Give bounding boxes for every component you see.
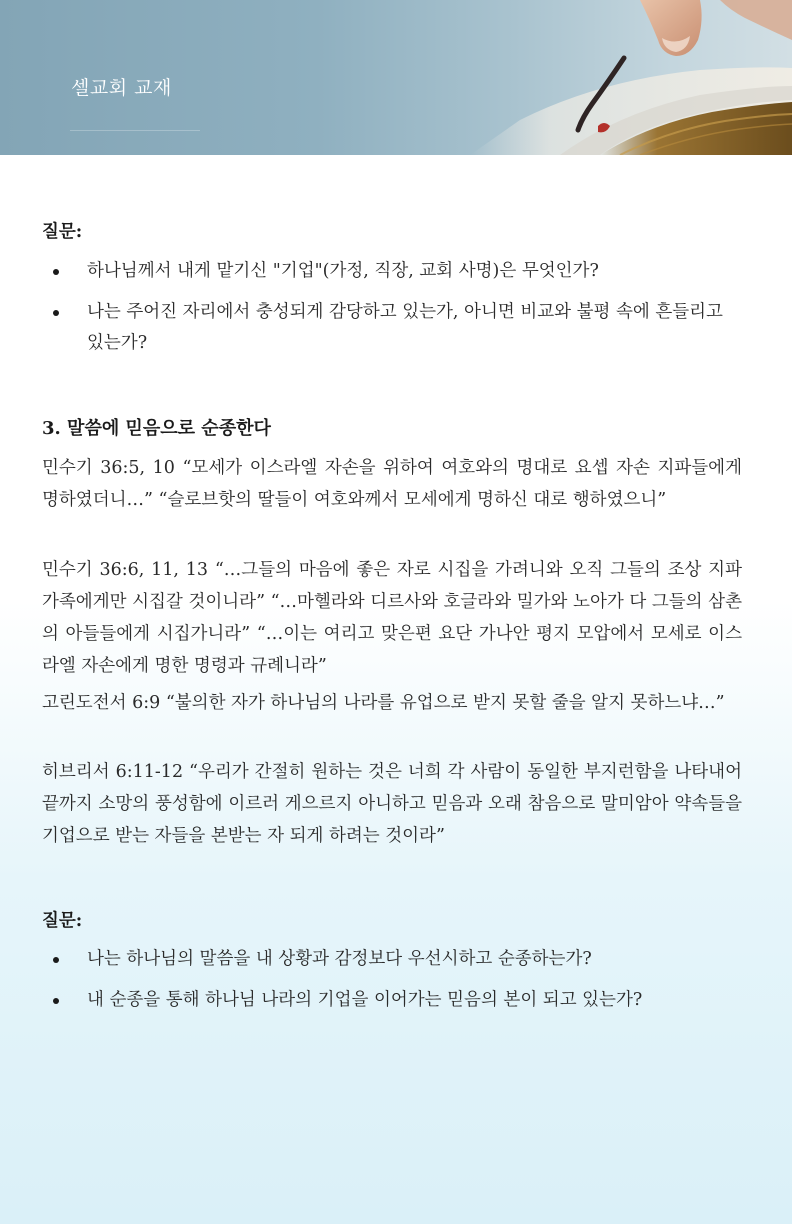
bullet-dot [53, 269, 59, 275]
scripture-paragraph: 민수기 36:6, 11, 13 “…그들의 마음에 좋은 자로 시집을 가려니와 오직 그들의 조상 지파 가족에게만 시집갈 것이니라” “…마헬라와 디르사와 호글라와 밀가와 노아가 다 그들의 삼촌의 아들들에게 시집가니라” “…이는 여리고 맞은편 요단 가나안 평지 모압에서 모세로 이스라엘 자손에게 명한 명령과 규례니라” [42, 560, 742, 676]
question-text: 나는 주어진 자리에서 충성되게 감당하고 있는가, 아니면 비교와 불평 속에 흔들리고 있는가? [87, 302, 723, 353]
header-banner [0, 0, 792, 155]
bullet-dot [53, 310, 59, 316]
question-text: 하나님께서 내게 맡기신 "기업"(가정, 직장, 교회 사명)은 무엇인가? [87, 261, 599, 281]
bullet-dot [53, 998, 59, 1004]
question-text: 나는 하나님의 말씀을 내 상황과 감정보다 우선시하고 순종하는가? [87, 949, 592, 969]
questions-list [42, 256, 742, 369]
questions-list [42, 944, 742, 1026]
question-item [42, 297, 742, 359]
questions-heading: 질문: [42, 911, 83, 931]
section-title: 3. 말씀에 믿음으로 순종한다 [42, 418, 271, 439]
question-text: 내 순종을 통해 하나님 나라의 기업을 이어가는 믿음의 본이 되고 있는가? [87, 990, 643, 1010]
scripture-paragraph: 민수기 36:5, 10 “모세가 이스라엘 자손을 위하여 여호와의 명대로 요셉 자손 지파들에게 명하였더니…” “슬로브핫의 딸들이 여호와께서 모세에게 명하신 대로 행하였으니” [42, 458, 742, 510]
scripture-paragraph: 히브리서 6:11-12 “우리가 간절히 원하는 것은 너희 각 사람이 동일한 부지런함을 나타내어 끝까지 소망의 풍성함에 이르러 게으르지 아니하고 믿음과 오래 참음으로 말미암아 약속들을 기업으로 받는 자들을 본받는 자 되게 하려는 것이라” [42, 762, 742, 846]
questions-heading: 질문: [42, 222, 83, 242]
scripture-paragraph: 고린도전서 6:9 “불의한 자가 하나님의 나라를 유업으로 받지 못할 줄을 알지 못하느냐…” [42, 693, 725, 713]
question-item [42, 256, 742, 287]
question-item [42, 944, 742, 975]
bullet-dot [53, 957, 59, 963]
question-item [42, 985, 742, 1016]
header-title: 셀교회 교재 [71, 77, 172, 99]
